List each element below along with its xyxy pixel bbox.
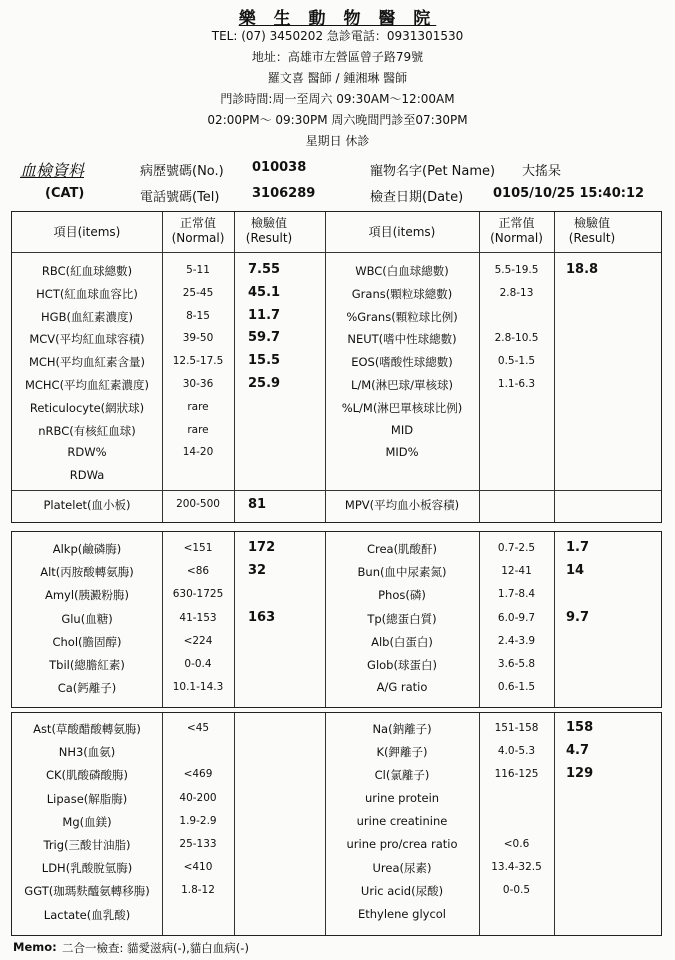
mpv-item: MPV(平均血小板容積) bbox=[344, 498, 460, 512]
normal-range: 116-125 bbox=[494, 768, 539, 781]
test-item: Amyl(胰澱粉脢) bbox=[44, 588, 130, 603]
test-result: 7.55 bbox=[248, 262, 281, 277]
test-item: Grans(顆粒球總數) bbox=[351, 286, 453, 301]
clinic-address: 地址：高雄市左營區曾子路79號 bbox=[251, 50, 424, 64]
test-item: MCHC(平均血紅素濃度) bbox=[24, 378, 150, 392]
date-value: 0105/10/25 15:40:12 bbox=[493, 186, 645, 201]
normal-range: 0.5-1.5 bbox=[497, 355, 536, 368]
normal-range: <469 bbox=[183, 768, 213, 781]
normal-range: 12.5-17.5 bbox=[172, 355, 224, 368]
normal-range: rare bbox=[187, 423, 209, 436]
normal-range: 40-200 bbox=[179, 791, 217, 804]
test-item: Mg(血鎂) bbox=[62, 814, 112, 829]
normal-range: 5.5-19.5 bbox=[494, 264, 539, 276]
test-result: 14 bbox=[566, 563, 585, 579]
tel-label: 電話號碼(Tel) bbox=[140, 190, 220, 205]
test-item: Crea(肌酸酐) bbox=[366, 542, 438, 556]
test-result: 129 bbox=[566, 766, 594, 782]
test-item: Alb(白蛋白) bbox=[371, 634, 433, 649]
normal-range: 39-50 bbox=[182, 332, 214, 345]
normal-range: 0.6-1.5 bbox=[497, 681, 536, 694]
pet-name-value: 大搖呆 bbox=[522, 164, 562, 179]
test-item: Glu(血糖) bbox=[61, 611, 113, 626]
normal-range: 5-11 bbox=[186, 264, 210, 276]
normal-range: 0-0.4 bbox=[184, 658, 212, 670]
clinic-name: 樂 生 動 物 醫 院 bbox=[238, 9, 437, 29]
test-item: EOS(嗜酸性球總數) bbox=[351, 355, 453, 370]
chart-no-label: 病歷號碼(No.) bbox=[140, 164, 224, 179]
normal-range: 1.7-8.4 bbox=[497, 588, 536, 601]
test-item: Uric acid(尿酸) bbox=[360, 884, 444, 899]
normal-range: <224 bbox=[183, 634, 213, 647]
pet-name-label: 寵物名字(Pet Name) bbox=[370, 164, 496, 179]
test-item: Cl(氯離子) bbox=[374, 768, 430, 783]
test-item: Reticulocyte(網狀球) bbox=[29, 400, 145, 415]
test-item: NH3(血氨) bbox=[58, 745, 116, 760]
memo-text: 二合一檢查: 貓愛滋病(-),貓白血病(-) bbox=[62, 941, 249, 955]
date-label: 檢查日期(Date) bbox=[370, 190, 464, 205]
chart-no-value: 010038 bbox=[252, 160, 307, 175]
test-item: MID% bbox=[385, 445, 419, 460]
platelet-normal: 200-500 bbox=[176, 498, 220, 510]
test-item: Alt(丙胺酸轉氨脢) bbox=[40, 565, 134, 580]
test-item: %L/M(淋巴單核球比例) bbox=[341, 400, 463, 415]
normal-range: 1.8-12 bbox=[181, 884, 215, 897]
normal-range: 630-1725 bbox=[172, 588, 224, 601]
test-item: Lactate(血乳酸) bbox=[43, 907, 131, 922]
normal-range: 0.7-2.5 bbox=[497, 542, 536, 554]
test-item: A/G ratio bbox=[376, 680, 428, 695]
test-item: CK(肌酸磷酸脢) bbox=[45, 768, 129, 783]
normal-range: 8-15 bbox=[186, 309, 210, 322]
test-result: 1.7 bbox=[566, 540, 590, 555]
test-result: 172 bbox=[248, 540, 276, 555]
normal-range: 4.0-5.3 bbox=[497, 745, 536, 758]
test-item: urine protein bbox=[364, 790, 440, 805]
test-item: Ca(鈣離子) bbox=[57, 681, 117, 696]
test-item: urine pro/crea ratio bbox=[346, 837, 458, 851]
normal-range: 1.1-6.3 bbox=[497, 378, 536, 390]
normal-range: rare bbox=[187, 400, 209, 413]
normal-range: 13.4-32.5 bbox=[491, 861, 542, 874]
test-item: Tbil(總膽紅素) bbox=[49, 658, 125, 672]
normal-range: <0.6 bbox=[503, 838, 530, 850]
test-item: Trig(三酸甘油脂) bbox=[43, 838, 131, 852]
test-item: Na(鈉離子) bbox=[372, 722, 432, 736]
test-item: Bun(血中尿素氮) bbox=[357, 565, 447, 580]
test-item: nRBC(有核紅血球) bbox=[38, 423, 136, 438]
test-item: urine creatinine bbox=[356, 813, 448, 828]
normal-range: 6.0-9.7 bbox=[497, 611, 536, 624]
normal-range: <86 bbox=[186, 565, 210, 578]
normal-range: 30-36 bbox=[182, 378, 214, 390]
test-item: Ethylene glycol bbox=[357, 906, 446, 921]
test-item: HCT(紅血球血容比) bbox=[36, 286, 138, 301]
test-item: L/M(淋巴球/單核球) bbox=[350, 378, 454, 392]
test-item: MID bbox=[390, 422, 414, 437]
header-item-right: 項目(items) bbox=[368, 225, 436, 239]
section-title: 血檢資料 bbox=[20, 161, 85, 180]
test-result: 4.7 bbox=[566, 743, 590, 759]
test-item: NEUT(嗜中性球總數) bbox=[347, 332, 457, 347]
clinic-hours-3: 星期日 休診 bbox=[305, 134, 370, 148]
test-item: Urea(尿素) bbox=[372, 861, 432, 876]
header-result-right: 檢驗值 (Result) bbox=[568, 216, 616, 245]
test-item: %Grans(顆粒球比例) bbox=[346, 309, 458, 324]
test-item: Lipase(解脂脢) bbox=[46, 791, 128, 806]
test-result: 25.9 bbox=[248, 376, 281, 391]
test-item: Alkp(鹼磷脢) bbox=[52, 542, 122, 556]
test-item: Chol(膽固醇) bbox=[52, 634, 122, 649]
test-item: RBC(紅血球總數) bbox=[41, 264, 133, 278]
test-result: 15.5 bbox=[248, 353, 281, 369]
clinic-doctors: 羅文喜 醫師 / 鍾湘琳 醫師 bbox=[267, 71, 408, 85]
normal-range: 2.8-13 bbox=[499, 286, 534, 299]
test-result: 32 bbox=[248, 563, 267, 579]
test-result: 163 bbox=[248, 609, 276, 625]
test-item: LDH(乳酸脫氫脢) bbox=[41, 861, 133, 876]
header-normal-right: 正常值 (Normal) bbox=[490, 216, 543, 245]
normal-range: <410 bbox=[183, 861, 213, 874]
test-item: RDWa bbox=[69, 468, 105, 483]
test-result: 45.1 bbox=[248, 284, 281, 300]
normal-range: 151-158 bbox=[494, 722, 539, 734]
normal-range: 25-45 bbox=[182, 286, 214, 299]
test-result: 9.7 bbox=[566, 609, 590, 625]
header-item-left: 項目(items) bbox=[53, 225, 121, 239]
test-item: HGB(血紅素濃度) bbox=[41, 309, 133, 324]
normal-range: <45 bbox=[186, 722, 210, 734]
platelet-result: 81 bbox=[248, 497, 267, 512]
header-result-left: 檢驗值 (Result) bbox=[245, 216, 293, 245]
normal-range: 2.8-10.5 bbox=[494, 332, 539, 345]
test-item: MCH(平均血紅素含量) bbox=[28, 355, 146, 370]
normal-range: 41-153 bbox=[179, 611, 217, 624]
test-item: Tp(總蛋白質) bbox=[367, 611, 437, 626]
platelet-item: Platelet(血小板) bbox=[43, 498, 131, 512]
memo-label: Memo: bbox=[13, 940, 57, 954]
test-item: K(鉀離子) bbox=[376, 745, 428, 760]
test-item: WBC(白血球總數) bbox=[355, 264, 449, 278]
test-item: RDW% bbox=[67, 445, 107, 460]
normal-range: 2.4-3.9 bbox=[497, 634, 536, 647]
normal-range: 3.6-5.8 bbox=[497, 658, 536, 670]
test-item: MCV(平均紅血球容積) bbox=[29, 332, 145, 347]
clinic-phone: TEL: (07) 3450202 急診電話：0931301530 bbox=[211, 29, 464, 43]
test-item: Glob(球蛋白) bbox=[367, 658, 437, 672]
header-normal-left: 正常值 (Normal) bbox=[171, 216, 225, 245]
normal-range: 1.9-2.9 bbox=[179, 814, 217, 827]
test-item: Phos(磷) bbox=[378, 588, 426, 603]
clinic-hours-2: 02:00PM～ 09:30PM 周六晚間門診至07:30PM bbox=[207, 113, 468, 127]
test-item: Ast(草酸醋酸轉氨脢) bbox=[33, 722, 141, 736]
normal-range: 25-133 bbox=[179, 838, 217, 850]
section-subtitle: (CAT) bbox=[45, 186, 85, 201]
normal-range: <151 bbox=[183, 542, 213, 554]
normal-range: 10.1-14.3 bbox=[172, 681, 224, 694]
normal-range: 12-41 bbox=[501, 565, 532, 578]
test-result: 59.7 bbox=[248, 330, 281, 346]
normal-range: 14-20 bbox=[182, 446, 214, 459]
test-result: 11.7 bbox=[248, 307, 281, 323]
normal-range: 0-0.5 bbox=[502, 884, 531, 897]
clinic-hours-1: 門診時間:周一至周六 09:30AM～12:00AM bbox=[220, 92, 455, 106]
tel-value: 3106289 bbox=[252, 186, 316, 201]
test-result: 158 bbox=[566, 720, 594, 735]
test-item: GGT(珈瑪麩醯氨轉移脢) bbox=[24, 884, 150, 899]
test-result: 18.8 bbox=[566, 262, 599, 277]
